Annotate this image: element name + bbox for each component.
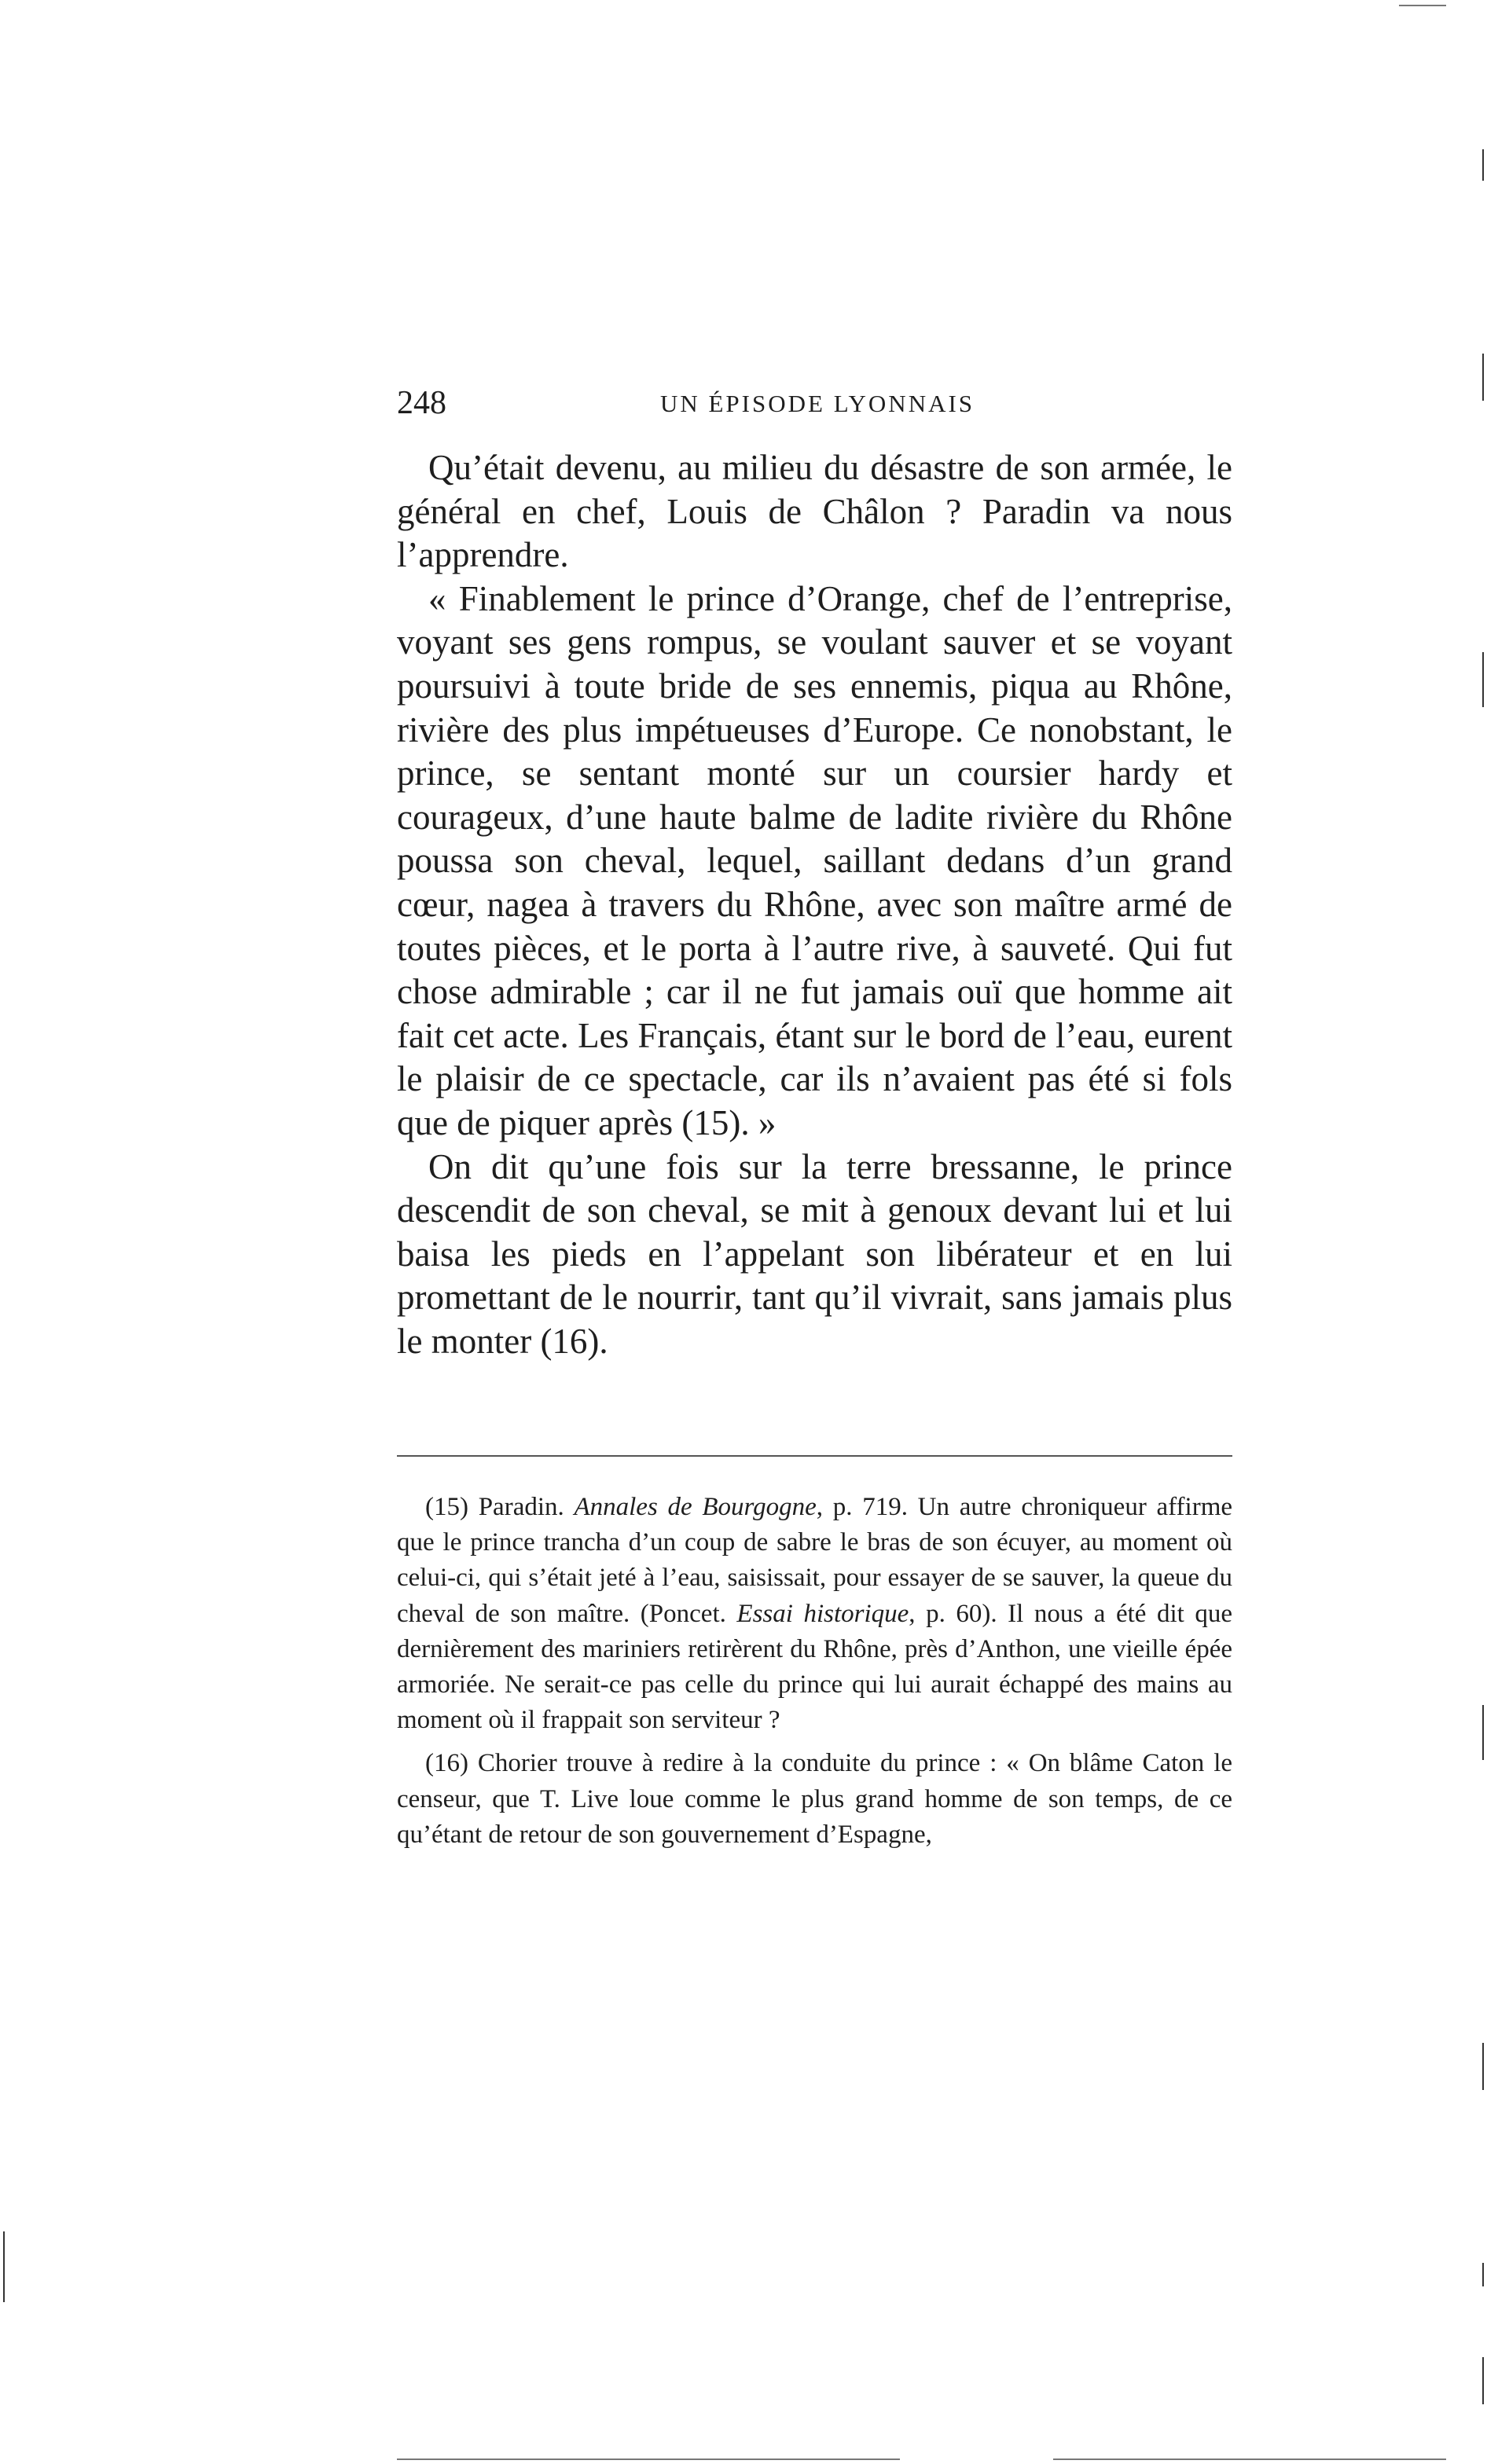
footnote-marker: (15) xyxy=(425,1493,468,1521)
scan-edge-mark xyxy=(1482,2357,1484,2404)
footnote-author: Paradin. xyxy=(478,1493,564,1521)
footnote-separator xyxy=(397,1455,1232,1457)
footnote-text: , p. 719. Un autre chroniqueur affirme que le prince trancha d’un coup de sabre le bras de son écuyer, au moment où celui-ci, qui s’était jeté à l’eau, saisissait, pour essayer de se sauver, la queue du cheval de son maître. (Poncet. xyxy=(397,1493,1233,1628)
footnote-work-title: Annales de Bourgogne xyxy=(574,1493,817,1521)
scan-edge-mark xyxy=(1482,652,1484,707)
paragraph: Qu’était devenu, au milieu du désastre de son armée, le général en chef, Louis de Châlon ? Paradin va nous l’apprendre. xyxy=(397,448,1232,575)
running-head xyxy=(397,383,1238,423)
header-title: UN ÉPISODE LYONNAIS xyxy=(659,390,975,417)
footnote-marker: (16) xyxy=(425,1749,468,1778)
scan-edge-mark xyxy=(1482,149,1484,181)
scan-edge-mark xyxy=(3,2231,5,2302)
paragraph: « Finablement le prince d’Orange, chef de l’entreprise, voyant ses gens rompus, se voulant sauver et se voyant poursuivi à toute bride de ses ennemis, piqua au Rhône, rivière des plus impétueuses d’Europe. Ce nonobstant, le prince, se sentant monté sur un coursier hardy et courageux, d’une haute balme de ladite rivière du Rhône poussa son cheval, lequel, saillant dedans d’un grand cœur, nagea à travers du Rhône, avec son maître armé de toutes pièces, et le porta à l’autre rive, à sauveté. Qui fut chose admirable ; car il ne fut jamais ouï que homme ait fait cet acte. Les Français, étant sur le bord de l’eau, eurent le plaisir de ce spectacle, car ils n’avaient pas été si fols que de piquer après (15). » xyxy=(397,578,1232,1142)
scan-bottom-line xyxy=(1053,2458,1446,2460)
footnote-work-title-2: Essai historique xyxy=(736,1599,909,1628)
footnote-16 xyxy=(397,1746,1232,1853)
footnote-text: Chorier trouve à redire à la conduite du prince : « On blâme Caton le censeur, que T. Live loue comme le plus grand homme de son temps, de ce qu’étant de retour de son gouvernement d’Espagne, xyxy=(397,1749,1233,1849)
footnote-15 xyxy=(397,1490,1232,1738)
main-text xyxy=(397,446,1232,1363)
scan-edge-mark xyxy=(1482,2263,1484,2286)
scan-edge-mark xyxy=(1482,2043,1484,2090)
scan-edge-mark xyxy=(1482,1705,1484,1760)
scan-bottom-line xyxy=(397,2458,900,2460)
scan-top-line xyxy=(1399,5,1446,6)
footnotes xyxy=(397,1490,1232,1853)
paragraph: On dit qu’une fois sur la terre bressanne, le prince descendit de son cheval, se mit à genoux devant lui et lui baisa les pieds en l’appelant son libérateur et en lui promettant de le nourrir, tant qu’il vivrait, sans jamais plus le monter (16). xyxy=(397,1146,1232,1361)
footnote-text-2: , p. 60). Il nous a été dit que dernièrement des mariniers retirèrent du Rhône, près d’Anthon, une vieille épée armoriée. Ne serait-ce pas celle du prince qui lui aurait échappé des mains au moment où il frappait son serviteur ? xyxy=(397,1599,1232,1735)
scan-edge-mark xyxy=(1482,354,1484,401)
page-number: 248 xyxy=(397,385,446,421)
